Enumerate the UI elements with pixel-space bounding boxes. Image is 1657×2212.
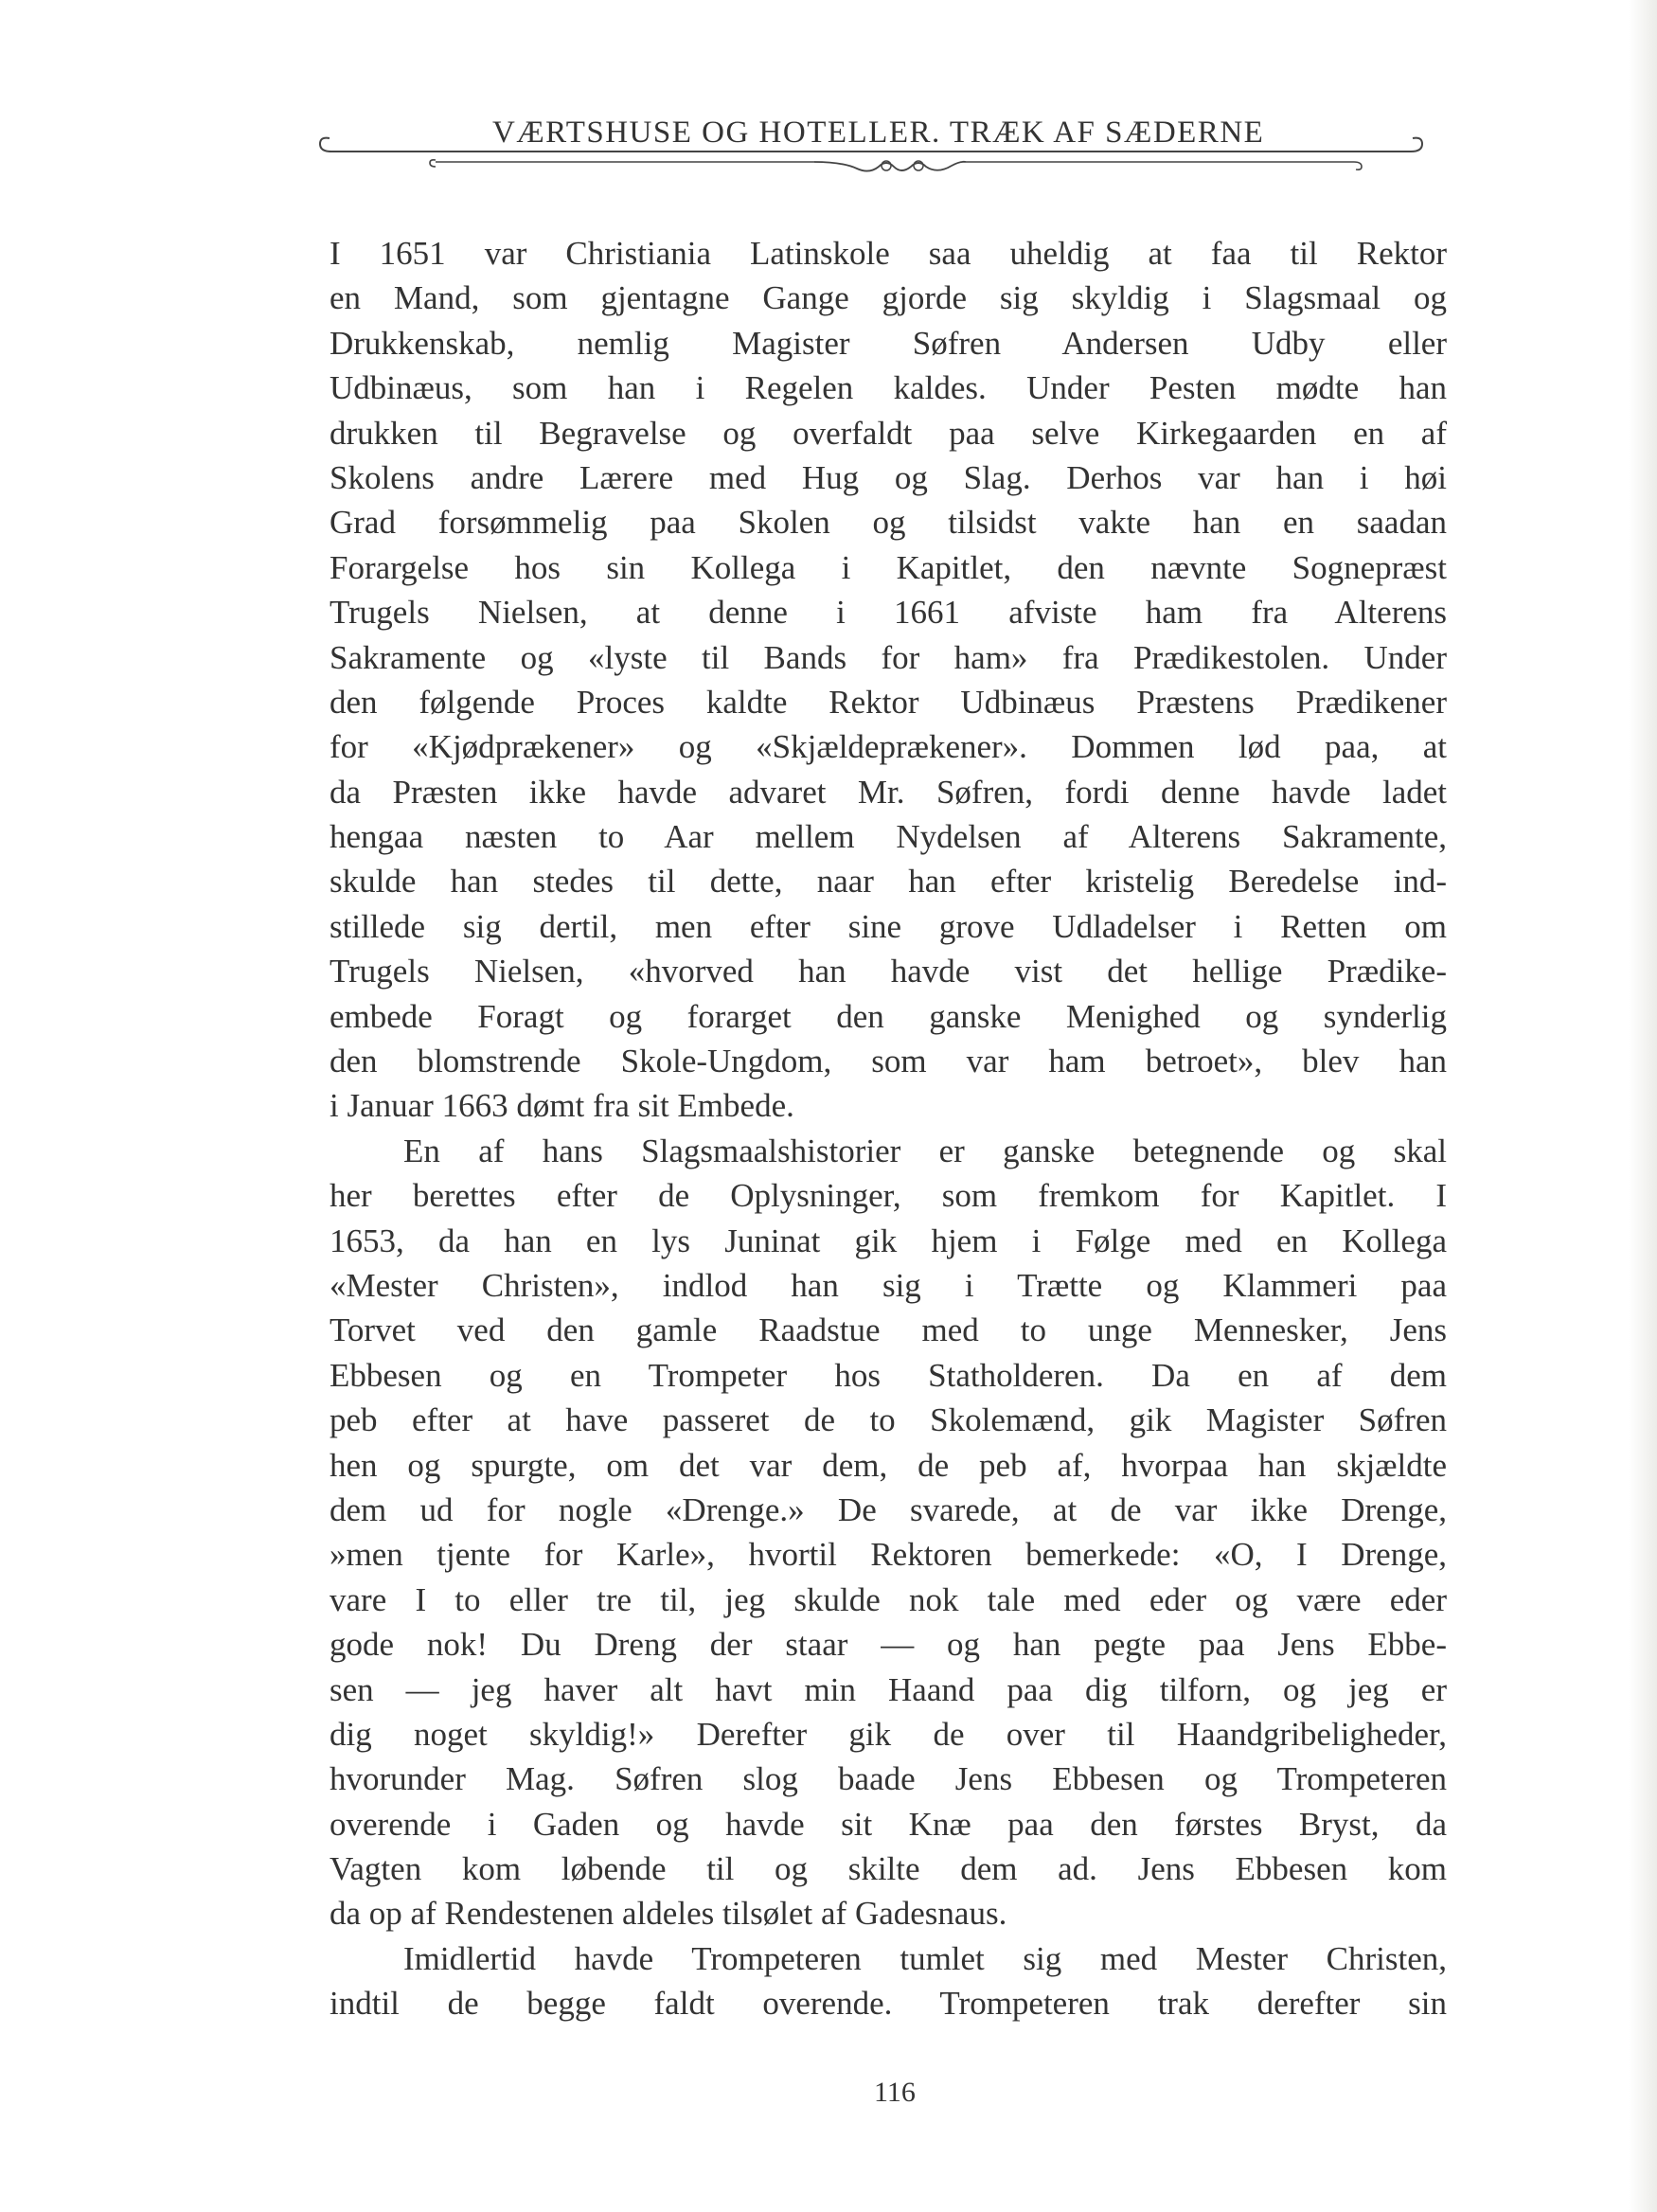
text-line: hen og spurgte, om det var dem, de peb af, hvorpaa han skjældte — [330, 1446, 1447, 1484]
text-line: Trugels Nielsen, «hvorved han havde vist det hellige Prædike- — [330, 953, 1447, 990]
text-line: for «Kjødprækener» og «Skjældeprækener». Dommen lød paa, at — [330, 728, 1447, 766]
text-line: vare I to eller tre til, jeg skulde nok tale med eder og være eder — [330, 1580, 1447, 1618]
text-line: Grad forsømmelig paa Skolen og tilsidst vakte han en saadan — [330, 504, 1447, 542]
text-line: Forargelse hos sin Kollega i Kapitlet, den nævnte Sognepræst — [330, 548, 1447, 586]
text-line: drukken til Begravelse og overfaldt paa selve Kirkegaarden en af — [330, 414, 1447, 452]
text-line: Imidlertid havde Trompeteren tumlet sig med Mester Christen, — [403, 1939, 1447, 1977]
text-line: Skolens andre Lærere med Hug og Slag. Derhos var han i høi — [330, 458, 1447, 496]
text-line: peb efter at have passeret de to Skolemænd, gik Magister Søfren — [330, 1401, 1447, 1439]
page-number: 116 — [874, 2077, 916, 2108]
text-line: sen — jeg haver alt havt min Haand paa dig tilforn, og jeg er — [330, 1670, 1447, 1708]
text-line: skulde han stedes til dette, naar han efter kristelig Beredelse ind- — [330, 863, 1447, 901]
page-edge-shadow — [1629, 0, 1657, 2212]
text-line: »men tjente for Karle», hvortil Rektoren bemerkede: «O, I Drenge, — [330, 1536, 1447, 1574]
text-line: Drukkenskab, nemlig Magister Søfren Andersen Udby eller — [330, 324, 1447, 362]
text-line: i Januar 1663 dømt fra sit Embede. — [330, 1087, 794, 1125]
text-line: Vagten kom løbende til og skilte dem ad. Jens Ebbesen kom — [330, 1850, 1447, 1888]
text-line: Sakramente og «lyste til Bands for ham» fra Prædikestolen. Under — [330, 638, 1447, 676]
text-line: da Præsten ikke havde advaret Mr. Søfren, fordi denne havde ladet — [330, 773, 1447, 811]
text-line: Ebbesen og en Trompeter hos Statholderen. Da en af dem — [330, 1356, 1447, 1394]
text-line: En af hans Slagsmaalshistorier er ganske betegnende og skal — [403, 1132, 1447, 1169]
text-line: embede Foragt og forarget den ganske Menighed og synderlig — [330, 997, 1447, 1035]
running-head: VÆRTSHUSE OG HOTELLER. TRÆK AF SÆDERNE — [492, 116, 1265, 150]
text-line: hvorunder Mag. Søfren slog baade Jens Ebbesen og Trompeteren — [330, 1760, 1447, 1798]
text-line: hengaa næsten to Aar mellem Nydelsen af Alterens Sakramente, — [330, 818, 1447, 856]
header-rule-ornament — [312, 114, 1430, 189]
text-line: gode nok! Du Dreng der staar — og han pegte paa Jens Ebbe- — [330, 1626, 1447, 1664]
text-line: overende i Gaden og havde sit Knæ paa den førstes Bryst, da — [330, 1805, 1447, 1843]
text-line: dig noget skyldig!» Derefter gik de over til Haandgribeligheder, — [330, 1715, 1447, 1753]
text-line: 1653, da han en lys Juninat gik hjem i Følge med en Kollega — [330, 1222, 1447, 1259]
text-line: stillede sig dertil, men efter sine grove Udladelser i Retten om — [330, 907, 1447, 945]
text-line: Udbinæus, som han i Regelen kaldes. Under Pesten mødte han — [330, 369, 1447, 407]
text-line: «Mester Christen», indlod han sig i Trætte og Klammeri paa — [330, 1266, 1447, 1304]
text-line: her berettes efter de Oplysninger, som fremkom for Kapitlet. I — [330, 1177, 1447, 1215]
text-line: den følgende Proces kaldte Rektor Udbinæus Præstens Prædikener — [330, 683, 1447, 721]
text-line: en Mand, som gjentagne Gange gjorde sig skyldig i Slagsmaal og — [330, 279, 1447, 317]
text-line: da op af Rendestenen aldeles tilsølet af Gadesnaus. — [330, 1895, 1007, 1933]
text-line: den blomstrende Skole-Ungdom, som var ham betroet», blev han — [330, 1043, 1447, 1080]
text-line: Trugels Nielsen, at denne i 1661 afviste ham fra Alterens — [330, 594, 1447, 632]
text-line: indtil de begge faldt overende. Trompeteren trak derefter sin — [330, 1985, 1447, 2023]
text-line: dem ud for nogle «Drenge.» De svarede, at de var ikke Drenge, — [330, 1490, 1447, 1528]
text-line: Torvet ved den gamle Raadstue med to unge Mennesker, Jens — [330, 1311, 1447, 1349]
body-text — [330, 231, 1447, 2026]
text-line: I 1651 var Christiania Latinskole saa uheldig at faa til Rektor — [330, 235, 1447, 272]
